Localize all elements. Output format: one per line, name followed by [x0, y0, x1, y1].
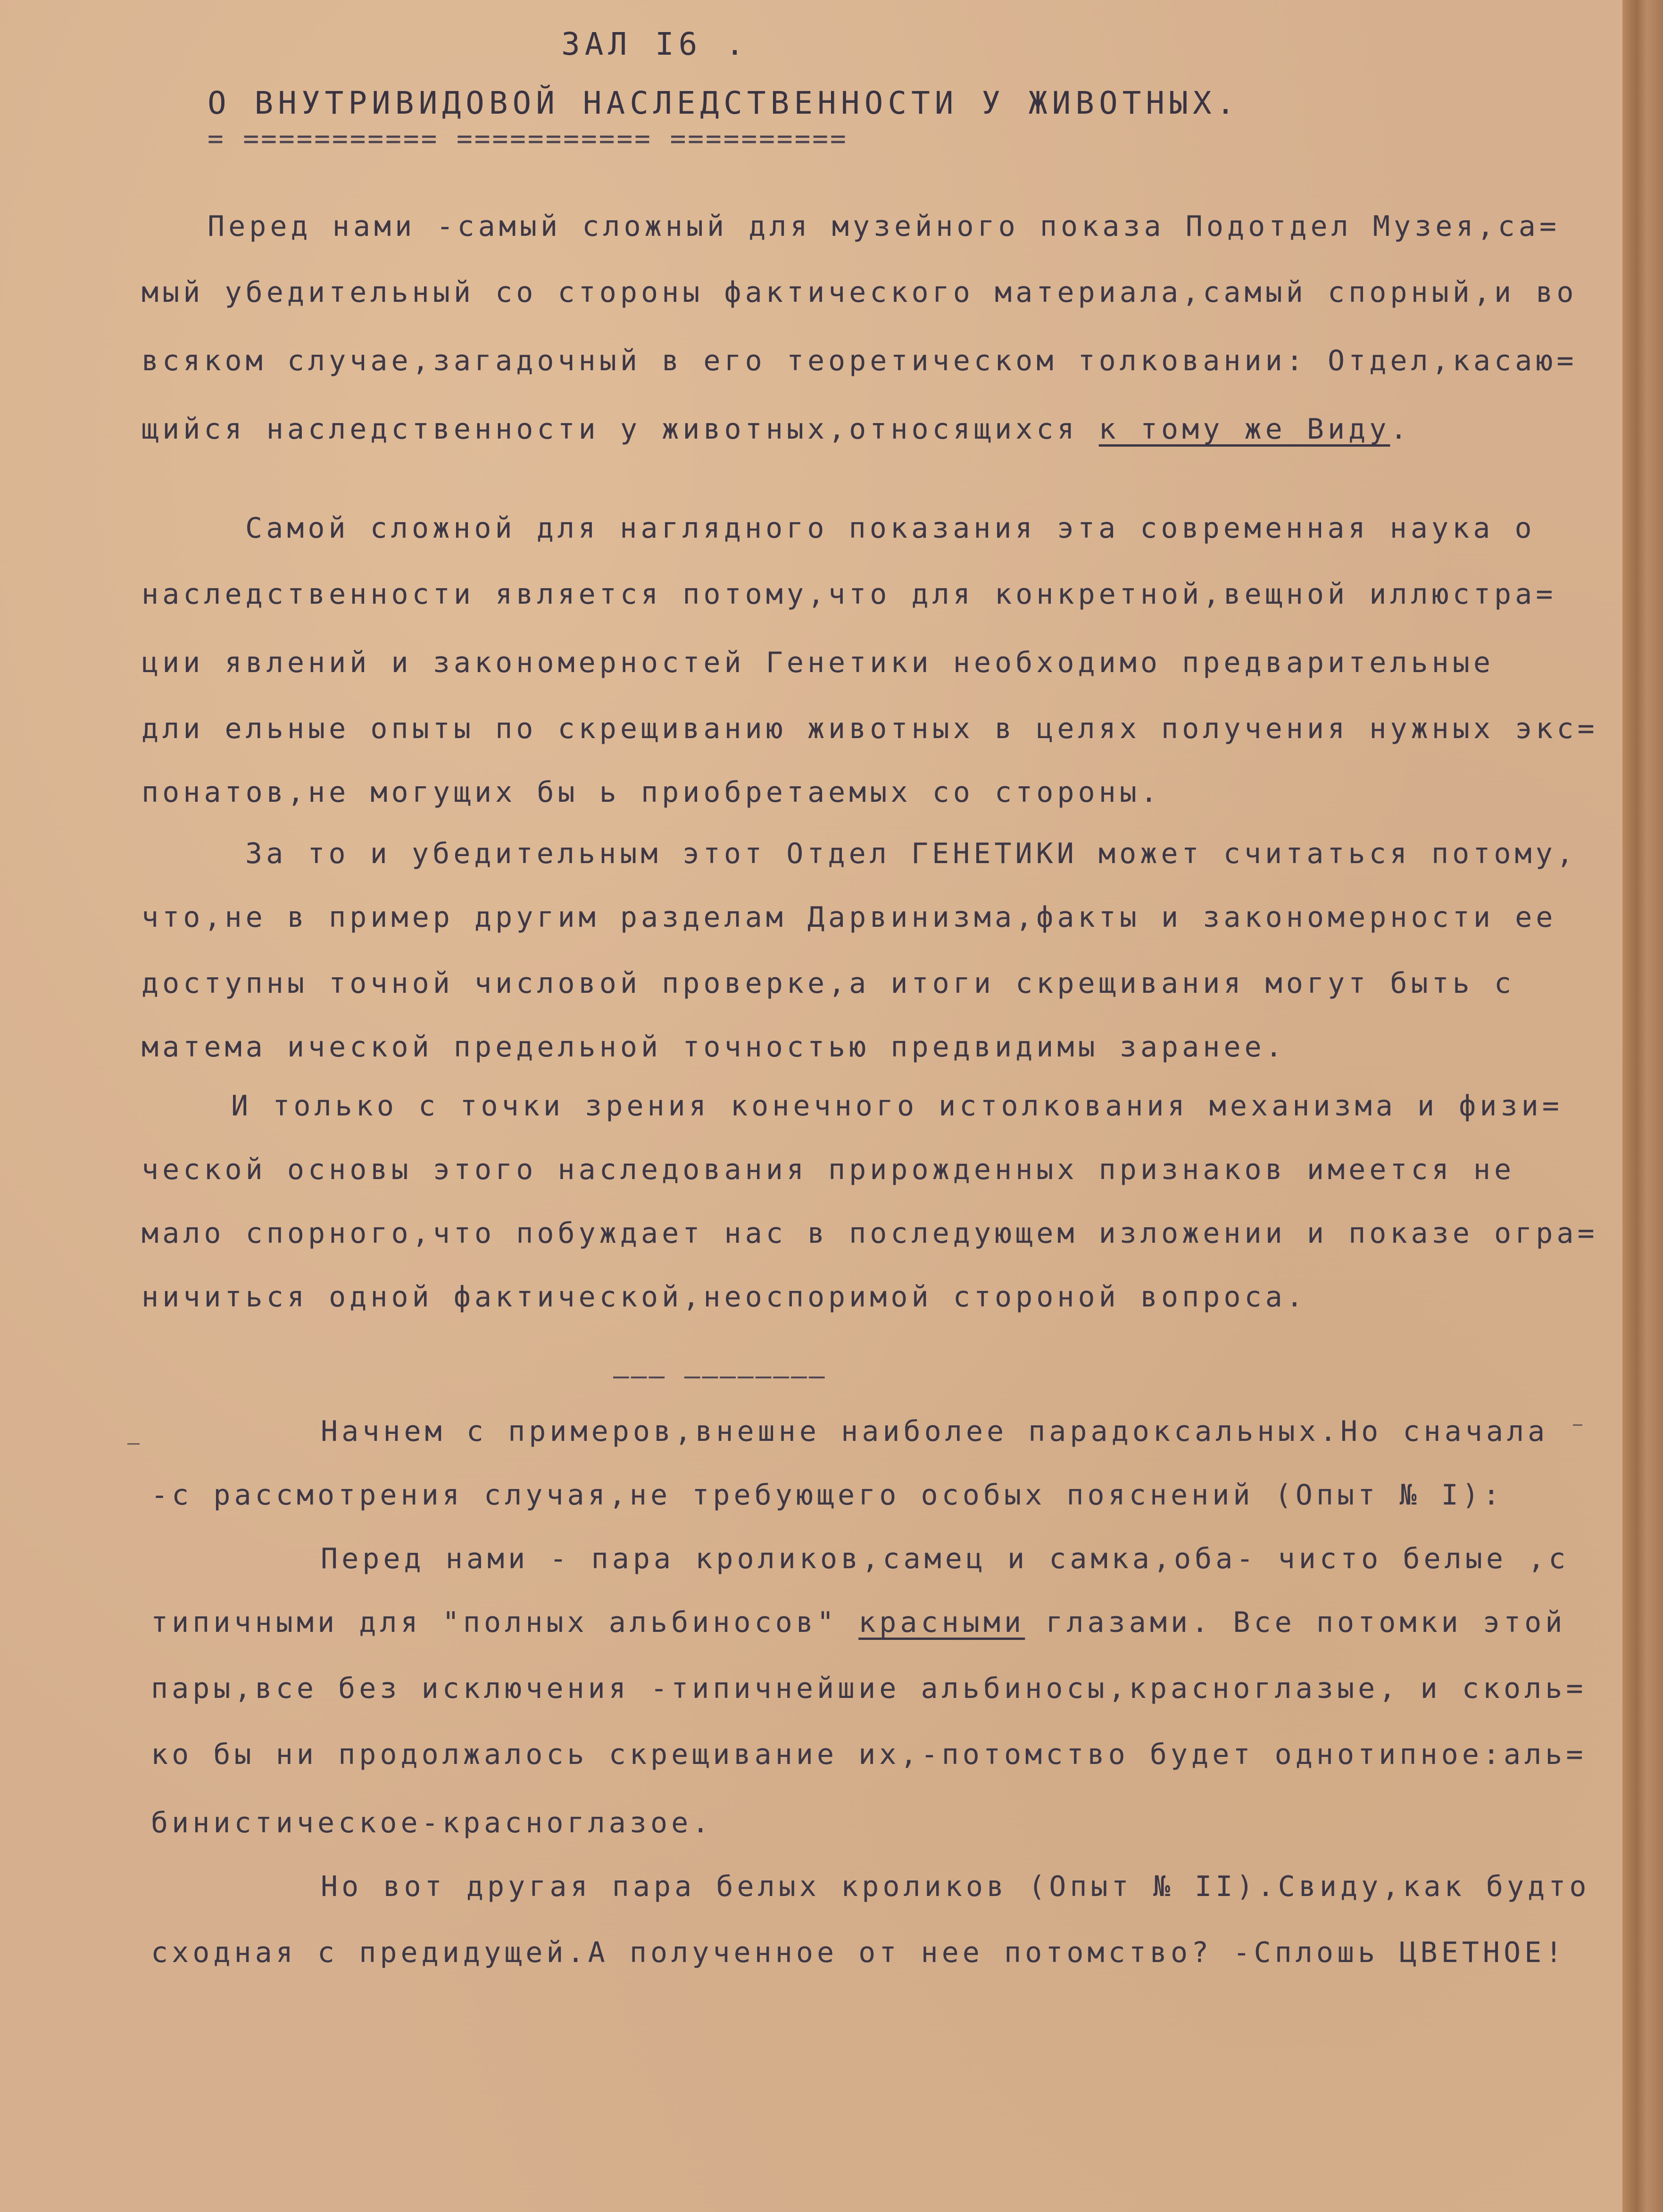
underlined-word: красными	[858, 1606, 1025, 1639]
margin-mark	[1573, 1424, 1582, 1426]
text-line: всяком случае,загадочный в его теоретическом толковании: Отдел,касаю=	[141, 344, 1578, 377]
text-segment: типичными для "полных альбиносов"	[151, 1606, 859, 1639]
text-line: сходная с предидущей.А полученное от нее потомство? -Сплошь ЦВЕТНОЕ!	[151, 1936, 1566, 1969]
text-segment: щийся наследственности у животных,относящихся	[141, 413, 1099, 446]
title-underline-rule: = =========== =========== ==========	[208, 124, 848, 154]
margin-mark	[127, 1443, 140, 1445]
text-line: матема ической предельной точностью предвидимы заранее.	[141, 1031, 1286, 1064]
text-line: понатов,не могущих бы ь приобретаемых со стороны.	[141, 776, 1162, 809]
hall-number: ЗАЛ I6 .	[561, 26, 749, 62]
document-title: О ВНУТРИВИДОВОЙ НАСЛЕДСТВЕННОСТИ У ЖИВОТНЫХ.	[208, 85, 1240, 121]
text-line	[151, 1604, 1566, 1641]
section-divider: ——— ————————	[613, 1361, 827, 1391]
text-line: что,не в пример другим разделам Дарвинизма,факты и закономерности ее	[141, 901, 1557, 934]
text-line: Перед нами -самый сложный для музейного показа Подотдел Музея,са=	[208, 210, 1560, 243]
text-segment: .	[1390, 413, 1411, 446]
text-line: мало спорного,что побуждает нас в последующем изложении и показе огра=	[141, 1217, 1598, 1250]
text-line: дли ельные опыты по скрещиванию животных в целях получения нужных экс=	[141, 712, 1598, 745]
text-line: ческой основы этого наследования прирожденных признаков имеется не	[141, 1153, 1515, 1186]
text-line: ничиться одной фактической,неоспоримой стороной вопроса.	[141, 1281, 1307, 1314]
underlined-phrase: к тому же Виду	[1098, 413, 1390, 446]
text-line: доступны точной числовой проверке,а итоги скрещивания могут быть с	[141, 967, 1515, 1000]
text-line: ции явлений и закономерностей Генетики необходимо предварительные	[141, 646, 1494, 679]
text-line: Самой сложной для наглядного показания эта современная наука о	[245, 512, 1536, 545]
text-line	[141, 410, 1411, 448]
text-line: бинистическое-красноглазое.	[151, 1806, 713, 1839]
text-line: -с рассмотрения случая,не требующего особых пояснений (Опыт № I):	[151, 1479, 1504, 1512]
text-segment: глазами. Все потомки этой	[1025, 1606, 1566, 1639]
text-line: И только с точки зрения конечного истолкования механизма и физи=	[231, 1089, 1563, 1123]
text-line: ко бы ни продолжалось скрещивание их,-потомство будет однотипное:аль=	[151, 1738, 1587, 1771]
text-line: За то и убедительным этот Отдел ГЕНЕТИКИ может считаться потому,	[245, 837, 1577, 870]
text-line: мый убедительный со стороны фактического материала,самый спорный,и во	[141, 276, 1578, 309]
text-line: пары,все без исключения -типичнейшие альбиносы,красноглазые, и сколь=	[151, 1672, 1587, 1705]
text-line: Перед нами - пара кроликов,самец и самка,оба- чисто белые ,с	[321, 1542, 1570, 1575]
page-binding	[1622, 0, 1663, 2212]
text-line: Но вот другая пара белых кроликов (Опыт № II).Свиду,как будто	[321, 1870, 1590, 1903]
text-line: наследственности является потому,что для конкретной,вещной иллюстра=	[141, 578, 1557, 611]
text-line: Начнем с примеров,внешне наиболее парадоксальных.Но сначала	[321, 1415, 1549, 1448]
